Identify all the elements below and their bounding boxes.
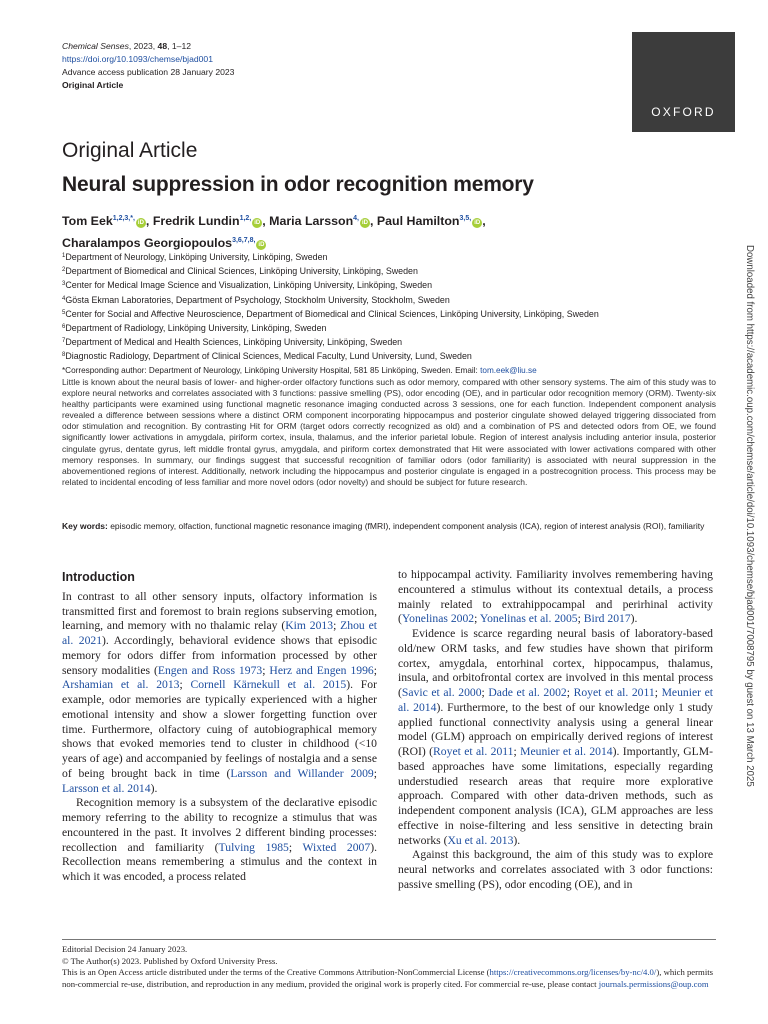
license-link[interactable]: https://creativecommons.org/licenses/by-nc/4.0/ [489, 967, 657, 978]
body-text: ). [150, 781, 158, 795]
affiliation-text: Department of Neurology, Linköping University, Linköping, Sweden [65, 252, 328, 262]
citation-link[interactable]: Kim 2013 [285, 619, 334, 633]
body-text: ). Importantly, GLM-based approaches have some limitations, especially regarding understudied research areas that require more explorative approach. Compared with other data-driven methods, such as independent component analysis (ICA), GLM approaches are less effective in noise-filtering and less sensitive in detecting brain networks ( [398, 745, 713, 847]
body-paragraph [62, 590, 377, 797]
orcid-icon[interactable]: iD [474, 220, 481, 227]
author-list [62, 209, 662, 253]
body-text: ; [373, 766, 377, 780]
citation-link[interactable]: Meunier et al. 2014 [398, 686, 713, 714]
orcid-icon[interactable]: iD [362, 220, 368, 227]
affiliation-text: Department of Biomedical and Clinical Sciences, Linköping University, Linköping, Sweden [65, 266, 418, 277]
affiliation-list [62, 250, 702, 364]
affiliation [62, 278, 702, 292]
citation-link[interactable]: Larsson and Willander 2009 [230, 766, 374, 780]
journal-name: Chemical Senses [62, 41, 129, 51]
affiliation-text: Department of Radiology, Linköping University, Linköping, Sweden [65, 323, 327, 334]
journal-citation [62, 40, 234, 53]
orcid-icon[interactable]: iD [137, 220, 144, 227]
advance-access: Advance access publication 28 January 2023 [62, 67, 235, 78]
body-text: ). [630, 612, 638, 626]
author-affiliation-sup[interactable]: 3,6,7,8, [232, 237, 256, 245]
body-text: ; [373, 663, 377, 677]
affiliation-number: 5 [62, 309, 66, 316]
author-affiliation-sup[interactable]: 3,5, [459, 215, 472, 222]
abstract: Little is known about the neural basis of lower- and higher-order olfactory functions such as odor memory, compared with other sensory systems. The aim of this study was to explore neural networks and correlates associated with 3 functions: passive smelling (PS), odor encoding (OE), and in particular odor recognition memory (ORM). Twenty-six healthy participants were examined using functional magnetic resonance imaging conducted across 3 sessions, one for each function. Independent component analysis revealed a difference between sessions where a distinct ORM component incorporating hippocampus and posterior cingulate showed delayed triggering dissociated from odor stimulation and recognition. By contrasting Hit for ORM (target odors correctly recognized as old) and a combination of PS and detected odors from OE, we found significantly lower activations in amygdala, piriform cortex, insula, thalamus, and the inferior parietal lobule. Region of interest analysis including anterior insula, posterior cingulate gyrus, dentate gyrus, left middle frontal gyrus, amygdala, and piriform cortex demonstrated that Hit were associated with lower activations compared with other memory responses. In summary, our findings suggest that successful recognition of familiar odors (odor familiarity) is associated with neural suppression in the abovementioned regions of interest. Additionally, network including the hippocampus and posterior cingulate is engaged in a postrecognition process. This process may be related to incidental encoding of less familiar and more novel odors (odor novelty) and should be subject for future research. [62, 377, 716, 487]
body-text: Against this background, the aim of this study was to explore neural networks and correlates associated with 3 odor functions: passive smelling (PS), odor encoding (OE), and in [398, 848, 713, 891]
body-column-left [62, 568, 377, 885]
article-title: Neural suppression in odor recognition memory [62, 173, 534, 196]
author-affiliation-sup[interactable]: 1,2,3,*, [112, 215, 135, 222]
orcid-icon[interactable]: iD [254, 220, 261, 227]
affiliation-number: 3 [62, 281, 66, 288]
author-name: Charalampos Georgiopoulos [62, 236, 233, 251]
permissions-email[interactable]: journals.permissions@oup.com [598, 979, 709, 990]
left-column-paragraphs [62, 590, 377, 885]
license-pre: This is an Open Access article distributed under the terms of the Creative Commons Attribution-NonCommercial License ( [62, 967, 490, 978]
body-text: ; [179, 678, 191, 692]
affiliations [62, 250, 702, 377]
body-column-right [398, 568, 713, 893]
affiliation-text: Center for Medical Image Science and Visualization, Linköping University, Linköping, Sweden [65, 280, 433, 291]
citation-link[interactable]: Wixted 2007 [302, 840, 371, 854]
footer [62, 944, 716, 991]
body-text: ; [654, 686, 662, 699]
body-text: ; [288, 840, 303, 854]
body-text: ; [513, 745, 521, 758]
author-affiliation-sup[interactable]: 4, [353, 215, 359, 222]
footer-divider [62, 939, 716, 940]
affiliation [62, 293, 702, 307]
oxford-logo[interactable] [632, 32, 735, 132]
citation-link[interactable]: Yonelinas et al. 2005 [479, 612, 578, 626]
affiliation-number: 1 [62, 253, 66, 259]
body-text: ; [481, 686, 489, 699]
orcid-icon[interactable]: iD [258, 242, 265, 249]
citation-link[interactable]: Zhou et al. 2021 [62, 619, 377, 647]
introduction-heading: Introduction [62, 570, 135, 584]
journal-article-type: Original Article [62, 80, 124, 91]
doi-link[interactable]: https://doi.org/10.1093/chemse/bjad001 [62, 54, 213, 65]
citation-link[interactable]: Xu et al. 2013 [447, 833, 514, 847]
body-text: ; [262, 663, 270, 677]
citation-link[interactable]: Dade et al. 2002 [488, 686, 567, 699]
citation-link[interactable]: Cornell Kärnekull et al. 2015 [190, 678, 347, 692]
keywords-text: episodic memory, olfaction, functional magnetic resonance imaging (fMRI), independent component analysis (ICA), region of interest analysis (ROI), familiarity [107, 521, 705, 531]
affiliation-number: 2 [62, 267, 66, 274]
author-name: Tom Eek [62, 214, 113, 229]
journal-pages: , 1–12 [167, 41, 192, 51]
body-text: to hippocampal activity. Familiarity involves remembering having encountered a stimulus without its contextual details, a process mainly related to extrahippocampal and perirhinal activity ( [398, 568, 713, 626]
citation-link[interactable]: Meunier et al. 2014 [520, 745, 613, 758]
body-paragraph [398, 568, 713, 627]
affiliation [62, 264, 702, 278]
body-text: ). Recollection means remembering a stimulus and the context in which it was encoded, a process related [62, 840, 377, 883]
keywords-label: Key words: [62, 521, 108, 531]
affiliation [62, 349, 702, 363]
corresponding-email[interactable]: tom.eek@liu.se [480, 365, 537, 375]
citation-link[interactable]: Yonelinas 2002 [401, 612, 475, 626]
body-paragraph [398, 627, 713, 848]
citation-link[interactable]: Larsson et al. 2014 [62, 781, 151, 795]
license-text [62, 967, 716, 990]
affiliation-text: Department of Medical and Health Sciences, Linköping University, Linköping, Sweden [65, 337, 403, 348]
body-text: Evidence is scarce regarding neural basis of laboratory-based old/new ORM tasks, and few studies have shown that piriform cortex, amygdala, entorhinal cortex, hippocampus, thalamus, insula, and orbitofrontal cortex are involved in this mental process ( [398, 627, 713, 699]
body-text: ; [577, 612, 584, 626]
author-separator: , [262, 214, 270, 229]
citation-link[interactable]: Herz and Engen 1996 [269, 663, 374, 677]
citation-link[interactable]: Savic et al. 2000 [401, 686, 482, 699]
body-paragraph [62, 796, 377, 885]
affiliation-number: 6 [62, 324, 66, 331]
body-text: ). For example, odor memories are typically experienced with a higher emotional intensity and show a slower forgetting function over time. Furthermore, olfactory cuing of autobiographical memory shows that evoked memories tend to cluster in childhood (<10 years of age) and accompanied by feelings of nostalgia and a sense of being brought back in time ( [62, 678, 377, 780]
affiliation-number: 4 [62, 295, 66, 302]
article-type: Original Article [62, 139, 198, 162]
affiliation [62, 321, 702, 335]
author-name: Fredrik Lundin [152, 214, 240, 229]
corresponding-author [62, 364, 702, 377]
citation-link[interactable]: Royet et al. 2011 [433, 745, 514, 758]
body-text: In contrast to all other sensory inputs, olfactory information is transmitted first and foremost to brain regions subserving emotion, learning, and memory with no thalamic relay ( [62, 589, 377, 633]
citation-link[interactable]: Bird 2017 [583, 612, 631, 626]
copyright: © The Author(s) 2023. Published by Oxford University Press. [62, 955, 278, 966]
oxford-logo-text: OXFORD [651, 105, 716, 119]
affiliation-text: Diagnostic Radiology, Department of Clinical Sciences, Medical Faculty, Lund University, Lund, Sweden [65, 351, 472, 362]
citation-link[interactable]: Engen and Ross 1973 [157, 663, 263, 677]
body-text: ). Furthermore, to the best of our knowledge only 1 study applied functional connectivity analysis using a general linear model (GLM) approach on empirically derived regions of interest (ROI) ( [398, 700, 713, 758]
body-text: ). [513, 833, 521, 847]
author-separator: , [145, 214, 153, 229]
author-separator: , [482, 214, 486, 229]
journal-volume: 48 [157, 41, 168, 51]
body-text: ; [474, 612, 480, 626]
body-text: ; [566, 686, 574, 699]
affiliation-text: Gösta Ekman Laboratories, Department of Psychology, Stockholm University, Stockholm, Sweden [65, 294, 450, 305]
affiliation [62, 335, 702, 349]
author-name: Maria Larsson [269, 214, 354, 229]
affiliation-text: Center for Social and Affective Neuroscience, Department of Biomedical and Clinical Sciences, Linköping University, Linköping, Sweden [65, 308, 599, 319]
citation-link[interactable]: Arshamian et al. 2013 [62, 678, 180, 692]
author-separator: , [370, 214, 377, 229]
affiliation-number: 8 [62, 352, 66, 359]
license-post: ), which permits non-commercial re-use, distribution, and reproduction in any medium, provided the original work is properly cited. For commercial re-use, please contact [62, 967, 714, 990]
body-text: Recognition memory is a subsystem of the declarative episodic memory referring to the ability to recognize a stimulus that was encountered in the past. It involves 2 different binding processes: recollection and familiarity ( [62, 796, 377, 854]
author-name: Paul Hamilton [376, 214, 460, 229]
citation-link[interactable]: Tulving 1985 [218, 840, 289, 854]
download-note: Downloaded from https://academic.oup.com/chemse/article/doi/10.1093/chemse/bjad001/7008795 by guest on 13 March 2025 [744, 245, 755, 787]
journal-year: , 2023, [128, 41, 158, 51]
corresponding-text: *Corresponding author: Department of Neurology, Linköping University Hospital, 581 85 Linköping, Sweden. Email: [62, 365, 481, 375]
journal-meta [62, 40, 234, 92]
author-affiliation-sup[interactable]: 1,2, [239, 215, 252, 222]
body-text: ). Accordingly, behavioral evidence shows that episodic memory for odors differ from information processed by other sensory modalities ( [62, 634, 377, 677]
editorial-decision: Editorial Decision 24 January 2023. [62, 944, 188, 954]
body-text: ; [333, 619, 341, 633]
citation-link[interactable]: Royet et al. 2011 [573, 686, 655, 699]
affiliation [62, 250, 702, 264]
keywords [62, 521, 716, 533]
affiliation [62, 307, 702, 321]
affiliation-number: 7 [62, 338, 66, 345]
body-paragraph [398, 848, 713, 892]
